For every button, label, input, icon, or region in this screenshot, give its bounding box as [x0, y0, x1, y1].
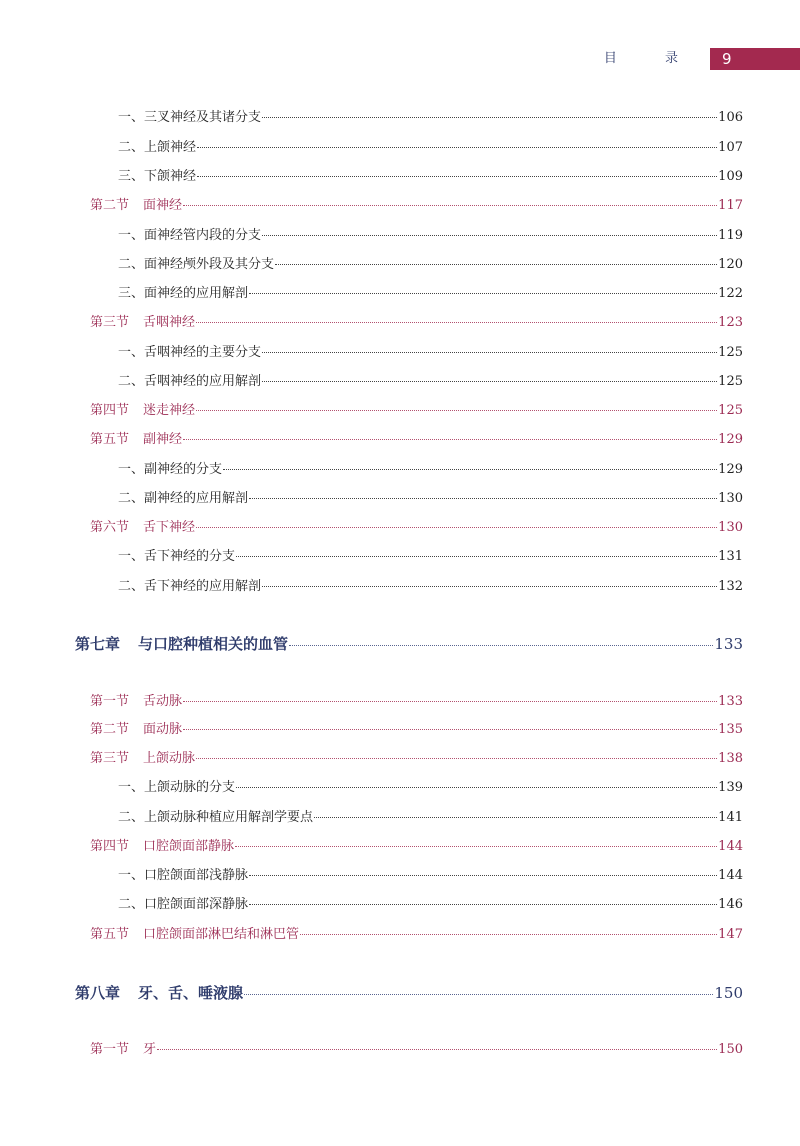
- toc-section-row[interactable]: [0, 747, 800, 767]
- toc-page-number: 125: [718, 345, 743, 360]
- dot-leader: [183, 205, 717, 206]
- dot-leader: [183, 729, 717, 730]
- toc-page-number: 135: [718, 722, 743, 737]
- toc-section-number: 第二节: [90, 198, 130, 213]
- dot-leader: [196, 410, 717, 411]
- dot-leader: [289, 645, 713, 646]
- toc-item-row[interactable]: [0, 282, 800, 302]
- toc-entry-title: 迷走神经: [143, 403, 196, 418]
- toc-entry-title: 面神经: [143, 198, 183, 213]
- dot-leader: [262, 381, 717, 382]
- toc-item-row[interactable]: [0, 224, 800, 244]
- toc-entry-title: 口腔颌面部淋巴结和淋巴管: [143, 927, 300, 942]
- dot-leader: [262, 117, 717, 118]
- toc-page-number: 109: [718, 169, 743, 184]
- toc-entry-title: 舌下神经: [143, 520, 196, 535]
- toc-section-row[interactable]: [0, 194, 800, 214]
- toc-section-number: 第五节: [90, 432, 130, 447]
- toc-chapter-row[interactable]: [0, 633, 800, 657]
- toc-entry-title: 口腔颌面部静脉: [143, 839, 235, 854]
- dot-leader: [236, 787, 717, 788]
- dot-leader: [196, 527, 717, 528]
- toc-section-number: 第三节: [90, 315, 130, 330]
- toc-entry-title: 舌咽神经: [143, 315, 196, 330]
- toc-entry-title: 一、舌咽神经的主要分支: [118, 345, 262, 360]
- toc-item-row[interactable]: [0, 253, 800, 273]
- toc-page-number: 130: [718, 491, 743, 506]
- dot-leader: [275, 264, 717, 265]
- toc-item-row[interactable]: [0, 341, 800, 361]
- toc-item-row[interactable]: [0, 165, 800, 185]
- dot-leader: [183, 701, 717, 702]
- toc-section-number: 第二节: [90, 722, 130, 737]
- toc-entry-title: 一、上颌动脉的分支: [118, 780, 236, 795]
- toc-page-number: 125: [718, 403, 743, 418]
- toc-page-number: 144: [718, 868, 743, 883]
- toc-entry-title: 一、舌下神经的分支: [118, 549, 236, 564]
- toc-item-row[interactable]: [0, 893, 800, 913]
- toc-item-row[interactable]: [0, 806, 800, 826]
- toc-entry-title: 二、副神经的应用解剖: [118, 491, 249, 506]
- dot-leader: [249, 875, 717, 876]
- toc-section-number: 第三节: [90, 751, 130, 766]
- dot-leader: [249, 904, 717, 905]
- toc-page-number: 146: [718, 897, 743, 912]
- toc-section-number: 第四节: [90, 839, 130, 854]
- page-number-badge: 9: [710, 48, 800, 70]
- dot-leader: [196, 758, 717, 759]
- toc-section-number: 第六节: [90, 520, 130, 535]
- toc-entry-title: 三、面神经的应用解剖: [118, 286, 249, 301]
- toc-page-number: 150: [718, 1042, 743, 1057]
- toc-page-number: 150: [714, 984, 743, 1002]
- toc-section-row[interactable]: [0, 1038, 800, 1058]
- dot-leader: [244, 994, 713, 995]
- toc-page-number: 130: [718, 520, 743, 535]
- toc-section-number: 第一节: [90, 694, 130, 709]
- toc-chapter-number: 第八章: [75, 984, 121, 1002]
- toc-section-row[interactable]: [0, 516, 800, 536]
- toc-entry-title: 三、下颌神经: [118, 169, 197, 184]
- toc-entry-title: 二、舌下神经的应用解剖: [118, 579, 262, 594]
- toc-page-number: 144: [718, 839, 743, 854]
- dot-leader: [223, 469, 717, 470]
- toc-item-row[interactable]: [0, 106, 800, 126]
- toc-page-number: 122: [718, 286, 743, 301]
- toc-section-row[interactable]: [0, 311, 800, 331]
- dot-leader: [314, 817, 717, 818]
- toc-item-row[interactable]: [0, 575, 800, 595]
- toc-entry-title: 舌动脉: [143, 694, 183, 709]
- toc-page-number: 129: [718, 462, 743, 477]
- running-header: [0, 48, 800, 70]
- toc-entry-title: 一、面神经管内段的分支: [118, 228, 262, 243]
- dot-leader: [249, 498, 717, 499]
- toc-page-number: 129: [718, 432, 743, 447]
- dot-leader: [236, 556, 717, 557]
- toc-entry-title: 一、三叉神经及其诸分支: [118, 110, 262, 125]
- dot-leader: [183, 439, 717, 440]
- toc-entry-title: 牙、舌、唾液腺: [138, 984, 244, 1002]
- toc-page-number: 117: [718, 198, 743, 213]
- dot-leader: [235, 846, 717, 847]
- toc-page-number: 123: [718, 315, 743, 330]
- toc-entry-title: 面动脉: [143, 722, 183, 737]
- toc-item-row[interactable]: [0, 864, 800, 884]
- toc-item-row[interactable]: [0, 545, 800, 565]
- toc-entry-title: 二、口腔颌面部深静脉: [118, 897, 249, 912]
- toc-page-number: 125: [718, 374, 743, 389]
- toc-entry-title: 一、口腔颌面部浅静脉: [118, 868, 249, 883]
- toc-item-row[interactable]: [0, 776, 800, 796]
- dot-leader: [249, 293, 717, 294]
- dot-leader: [157, 1049, 717, 1050]
- dot-leader: [196, 322, 717, 323]
- toc-chapter-number: 第七章: [75, 635, 121, 653]
- toc-item-row[interactable]: [0, 370, 800, 390]
- toc-entry-title: 二、上颌神经: [118, 140, 197, 155]
- dot-leader: [197, 147, 717, 148]
- toc-page-number: 133: [714, 635, 743, 653]
- toc-page-number: 106: [718, 110, 743, 125]
- toc-section-number: 第五节: [90, 927, 130, 942]
- toc-section-row[interactable]: [0, 428, 800, 448]
- toc-page-number: 138: [718, 751, 743, 766]
- toc-page-number: 132: [718, 579, 743, 594]
- toc-page-number: 107: [718, 140, 743, 155]
- toc-chapter-row[interactable]: [0, 982, 800, 1006]
- toc-entry-title: 二、面神经颅外段及其分支: [118, 257, 275, 272]
- toc-page-number: 133: [718, 694, 743, 709]
- toc-entry-title: 与口腔种植相关的血管: [138, 635, 289, 653]
- toc-entry-title: 牙: [143, 1042, 157, 1057]
- toc-section-row[interactable]: [0, 835, 800, 855]
- toc-page-number: 139: [718, 780, 743, 795]
- toc-item-row[interactable]: [0, 458, 800, 478]
- toc-section-number: 第四节: [90, 403, 130, 418]
- toc-page-number: 120: [718, 257, 743, 272]
- toc-section-row[interactable]: [0, 718, 800, 738]
- toc-entry-title: 一、副神经的分支: [118, 462, 223, 477]
- toc-page-number: 147: [718, 927, 743, 942]
- toc-section-row[interactable]: [0, 399, 800, 419]
- toc-page-number: 131: [718, 549, 743, 564]
- toc-entry-title: 二、上颌动脉种植应用解剖学要点: [118, 810, 314, 825]
- dot-leader: [197, 176, 717, 177]
- dot-leader: [300, 934, 717, 935]
- toc-entry-title: 上颌动脉: [143, 751, 196, 766]
- toc-page-number: 141: [718, 810, 743, 825]
- toc-entry-title: 二、舌咽神经的应用解剖: [118, 374, 262, 389]
- toc-section-row[interactable]: [0, 690, 800, 710]
- dot-leader: [262, 586, 717, 587]
- toc-item-row[interactable]: [0, 487, 800, 507]
- toc-page-number: 119: [718, 228, 743, 243]
- toc-section-row[interactable]: [0, 923, 800, 943]
- toc-entry-title: 副神经: [143, 432, 183, 447]
- dot-leader: [262, 352, 717, 353]
- toc-item-row[interactable]: [0, 136, 800, 156]
- toc-section-number: 第一节: [90, 1042, 130, 1057]
- header-title: 目 录: [603, 51, 700, 66]
- dot-leader: [262, 235, 717, 236]
